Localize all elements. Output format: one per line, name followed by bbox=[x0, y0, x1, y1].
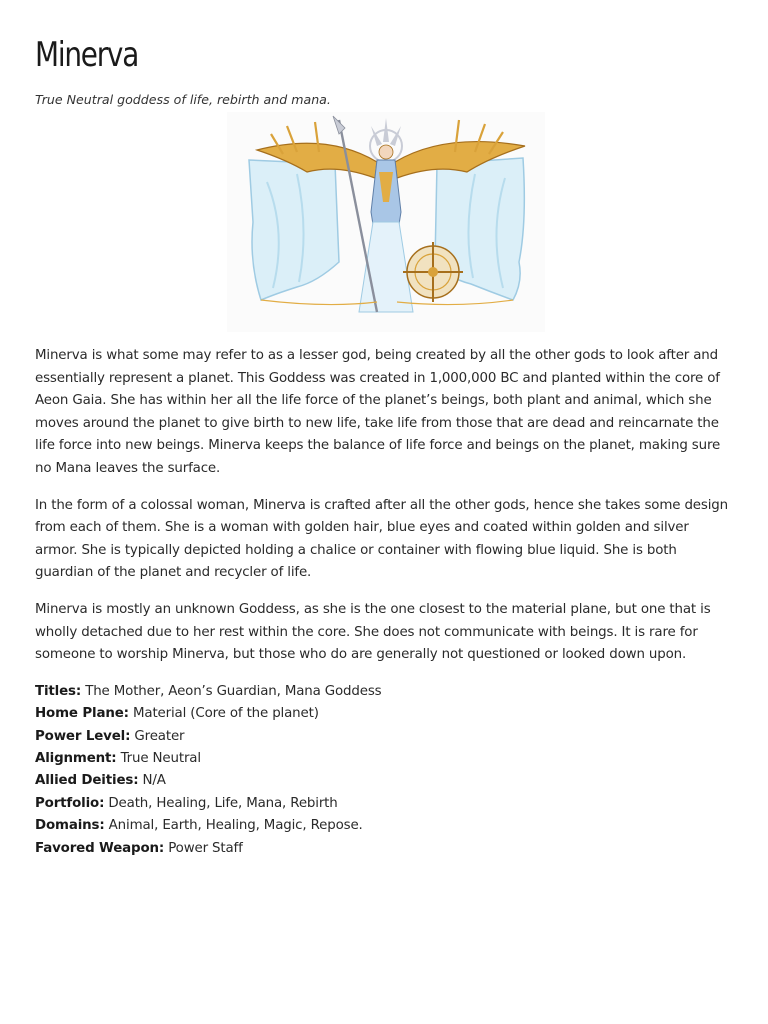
paragraph: In the form of a colossal woman, Minerva is crafted after all the other gods, hence she takes some design from each of them. She is a woman with golden hair, blue eyes and coated within golden and silver armor. She is typically depicted holding a chalice or container with flowing blue liquid. She is both guardian of the planet and recycler of life. bbox=[35, 497, 728, 581]
fact-value: True Neutral bbox=[120, 750, 201, 766]
fact-value: Power Staff bbox=[168, 840, 243, 856]
paragraph: Minerva is mostly an unknown Goddess, as she is the one closest to the material plane, but one that is wholly detached due to her rest within the core. She does not communicate with beings. It is rare for someone to worship Minerva, but those who do are generally not questioned or looked down upon. bbox=[35, 601, 711, 663]
fact-home-plane bbox=[35, 703, 735, 725]
fact-portfolio bbox=[35, 793, 735, 815]
fact-titles bbox=[35, 681, 735, 703]
fact-domains bbox=[35, 815, 735, 837]
fact-value: Animal, Earth, Healing, Magic, Repose. bbox=[108, 818, 363, 834]
fact-label: Domains: bbox=[35, 818, 105, 834]
fact-favored-weapon bbox=[35, 838, 735, 860]
fact-value: Death, Healing, Life, Mana, Rebirth bbox=[108, 795, 338, 811]
fact-label: Favored Weapon: bbox=[35, 840, 165, 856]
fact-allied-deities bbox=[35, 770, 735, 792]
fact-value: Greater bbox=[134, 728, 185, 744]
fact-label: Power Level: bbox=[35, 728, 131, 744]
fact-value: Material (Core of the planet) bbox=[132, 706, 319, 722]
page-subtitle: True Neutral goddess of life, rebirth and mana. bbox=[35, 92, 331, 107]
page-title: Minerva bbox=[35, 35, 139, 75]
fact-value: N/A bbox=[142, 773, 166, 789]
fact-label: Allied Deities: bbox=[35, 773, 139, 789]
article-body bbox=[35, 345, 735, 860]
deity-facts bbox=[35, 681, 735, 860]
fact-label: Home Plane: bbox=[35, 706, 129, 722]
minerva-illustration bbox=[227, 112, 545, 332]
fact-label: Titles: bbox=[35, 683, 82, 699]
fact-power-level bbox=[35, 726, 735, 748]
goddess-head bbox=[379, 145, 393, 159]
fact-label: Alignment: bbox=[35, 750, 117, 766]
fact-value: The Mother, Aeon’s Guardian, Mana Goddess bbox=[85, 683, 382, 699]
fact-alignment bbox=[35, 748, 735, 770]
paragraph: Minerva is what some may refer to as a lesser god, being created by all the other gods to look after and essentially represent a planet. This Goddess was created in 1,000,000 BC and planted within the core of Aeon Gaia. She has within her all the life force of the planet’s beings, both plant and animal, which she moves around the planet to give birth to new life, take life from those that are dead and reincarnate the life force into new beings. Minerva keeps the balance of life force and beings on the planet, making sure no Mana leaves the surface. bbox=[35, 348, 721, 476]
fact-label: Portfolio: bbox=[35, 795, 105, 811]
left-cloth-banner bbox=[249, 160, 339, 300]
